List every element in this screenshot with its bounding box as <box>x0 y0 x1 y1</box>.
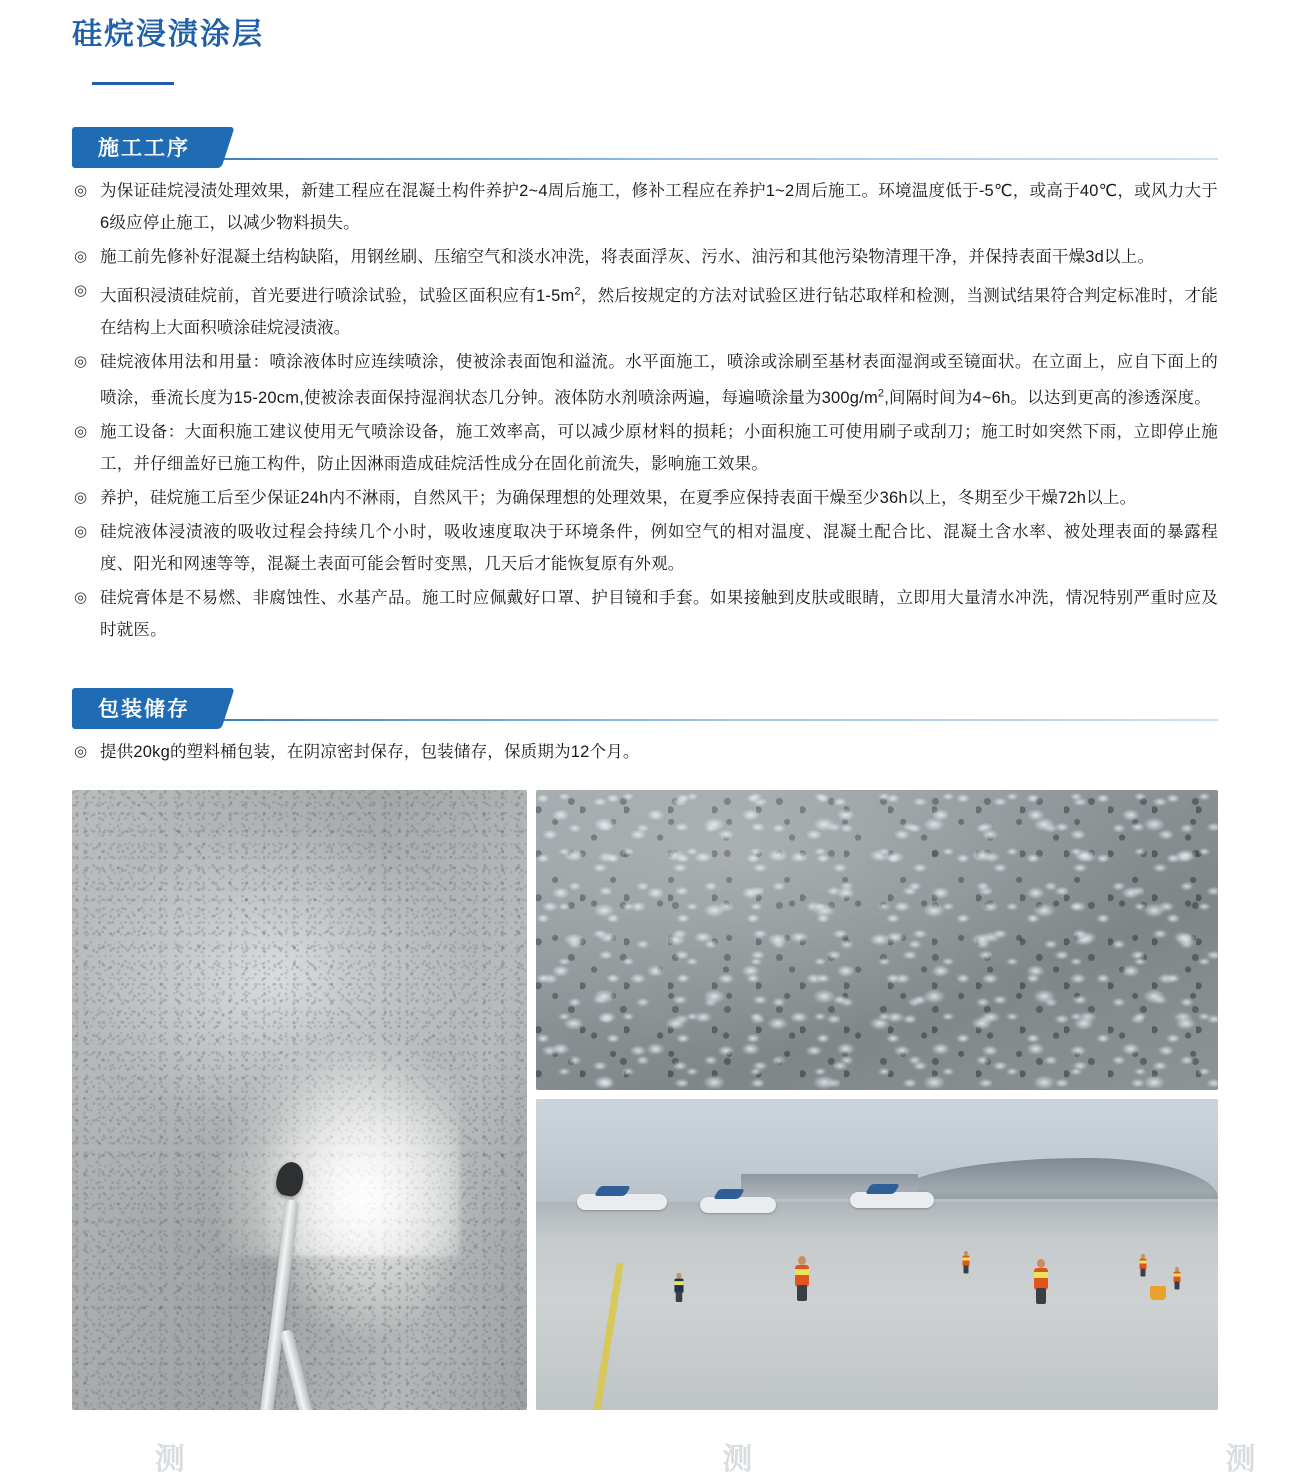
paragraph-text: 养护，硅烷施工后至少保证24h内不淋雨，自然风干；为确保理想的处理效果，在夏季应保持表面干燥至少36h以上，冬期至少干燥72h以上。 <box>100 489 1137 507</box>
section-header-packaging-storage <box>72 688 1218 722</box>
list-item <box>72 516 1218 580</box>
page-watermark <box>0 1443 1290 1476</box>
worker <box>962 1250 969 1273</box>
spray-hose-lower <box>280 1329 314 1410</box>
bullet-icon: ◎ <box>74 489 88 506</box>
section-title-packaging-storage: 包装储存 <box>72 688 216 729</box>
list-item <box>72 275 1218 344</box>
wet-aggregate-surface-photo <box>536 790 1218 1090</box>
list-item <box>72 736 1218 768</box>
section-header-construction-process <box>72 127 1218 161</box>
bullet-icon: ◎ <box>74 423 88 440</box>
aircraft <box>700 1197 776 1213</box>
bullet-icon: ◎ <box>74 523 88 540</box>
image-gallery <box>72 790 1218 1410</box>
gallery-image-wet-aggregate-surface <box>536 790 1218 1090</box>
aircraft <box>577 1194 667 1210</box>
equipment-bucket <box>1150 1286 1166 1300</box>
watermark-text: 测 <box>154 1443 191 1476</box>
bullet-icon: ◎ <box>74 248 88 265</box>
paragraph-text: 硅烷液体浸渍液的吸收过程会持续几个小时，吸收速度取决于环境条件，例如空气的相对温度、混凝土配合比、混凝土含水率、被处理表面的暴露程度、阳光和网速等等，混凝土表面可能会暂时变黑，几天后才能恢复原有外观。 <box>100 523 1218 573</box>
apron-pavement <box>536 1202 1218 1410</box>
spray-mist <box>209 1026 459 1256</box>
packaging-storage-list <box>72 736 1218 768</box>
paragraph-text: 施工前先修补好混凝土结构缺陷，用钢丝刷、压缩空气和淡水冲洗，将表面浮灰、污水、油污和其他污染物清理干净，并保持表面干燥3d以上。 <box>100 248 1155 266</box>
worker <box>1140 1254 1147 1277</box>
bullet-icon: ◎ <box>74 352 88 370</box>
watermark-text: 测 <box>1225 1443 1262 1476</box>
worker <box>1174 1266 1181 1289</box>
gallery-image-airport-apron-construction <box>536 1099 1218 1410</box>
worker <box>795 1255 809 1301</box>
bullet-icon: ◎ <box>74 743 88 760</box>
paragraph-text: 为保证硅烷浸渍处理效果，新建工程应在混凝土构件养护2~4周后施工，修补工程应在养护1~2周后施工。环境温度低于-5℃，或高于40℃，或风力大于6级应停止施工，以减少物料损失。 <box>100 182 1218 232</box>
bullet-icon: ◎ <box>74 282 88 299</box>
gallery-image-spray-on-concrete-wall <box>72 790 527 1410</box>
list-item <box>72 346 1218 415</box>
list-item <box>72 175 1218 239</box>
spray-on-concrete-wall-photo <box>72 790 527 1410</box>
paragraph-text: 大面积浸渍硅烷前，首光要进行喷涂试验，试验区面积应有$1-5m^2$，然后按规定的方法对试验区进行钻芯取样和检测，当测试结果符合判定标准时，才能在结构上大面积喷涂硅烷浸渍液。 <box>100 285 1219 337</box>
title-underline <box>92 82 174 85</box>
list-item <box>72 241 1218 273</box>
section-rule <box>72 158 1218 160</box>
paragraph-text: 施工设备：大面积施工建议使用无气喷涂设备，施工效率高，可以减少原材料的损耗；小面积施工可使用刷子或刮刀；施工时如突然下雨，立即停止施工，并仔细盖好已施工构件，防止因淋雨造成硅烷活性成分在固化前流失，影响施工效果。 <box>100 423 1218 473</box>
airport-apron-construction-photo <box>536 1099 1218 1410</box>
aircraft <box>850 1192 934 1208</box>
paragraph-text: 提供20kg的塑料桶包装，在阴凉密封保存，包装储存，保质期为12个月。 <box>100 743 640 761</box>
watermark-text: 测 <box>722 1443 759 1476</box>
worker <box>675 1272 684 1302</box>
page-title: 硅烷浸渍涂层 <box>72 18 264 51</box>
list-item <box>72 416 1218 480</box>
section-rule <box>72 719 1218 721</box>
list-item <box>72 482 1218 514</box>
paragraph-text: 硅烷膏体是不易燃、非腐蚀性、水基产品。施工时应佩戴好口罩、护目镜和手套。如果接触到皮肤或眼睛，立即用大量清水冲洗，情况特别严重时应及时就医。 <box>100 589 1218 639</box>
list-item <box>72 582 1218 646</box>
bullet-icon: ◎ <box>74 589 88 606</box>
worker <box>1034 1258 1048 1304</box>
construction-process-list <box>72 175 1218 646</box>
paragraph-text: 硅烷液体用法和用量：喷涂液体时应连续喷涂，使被涂表面饱和溢流。水平面施工，喷涂或涂刷至基材表面湿润或至镜面状。在立面上，应自下面上的喷涂，垂流长度为15-20cm,使被涂表面保持湿润状态几分钟。液体防水剂喷涂两遍，每遍喷涂量为$300g/m^2$,间隔时间为4~6h。以达到更高的渗透深度。 <box>100 352 1218 407</box>
section-title-construction-process: 施工工序 <box>72 127 216 168</box>
bullet-icon: ◎ <box>74 182 88 199</box>
gallery-right-column <box>536 790 1218 1410</box>
